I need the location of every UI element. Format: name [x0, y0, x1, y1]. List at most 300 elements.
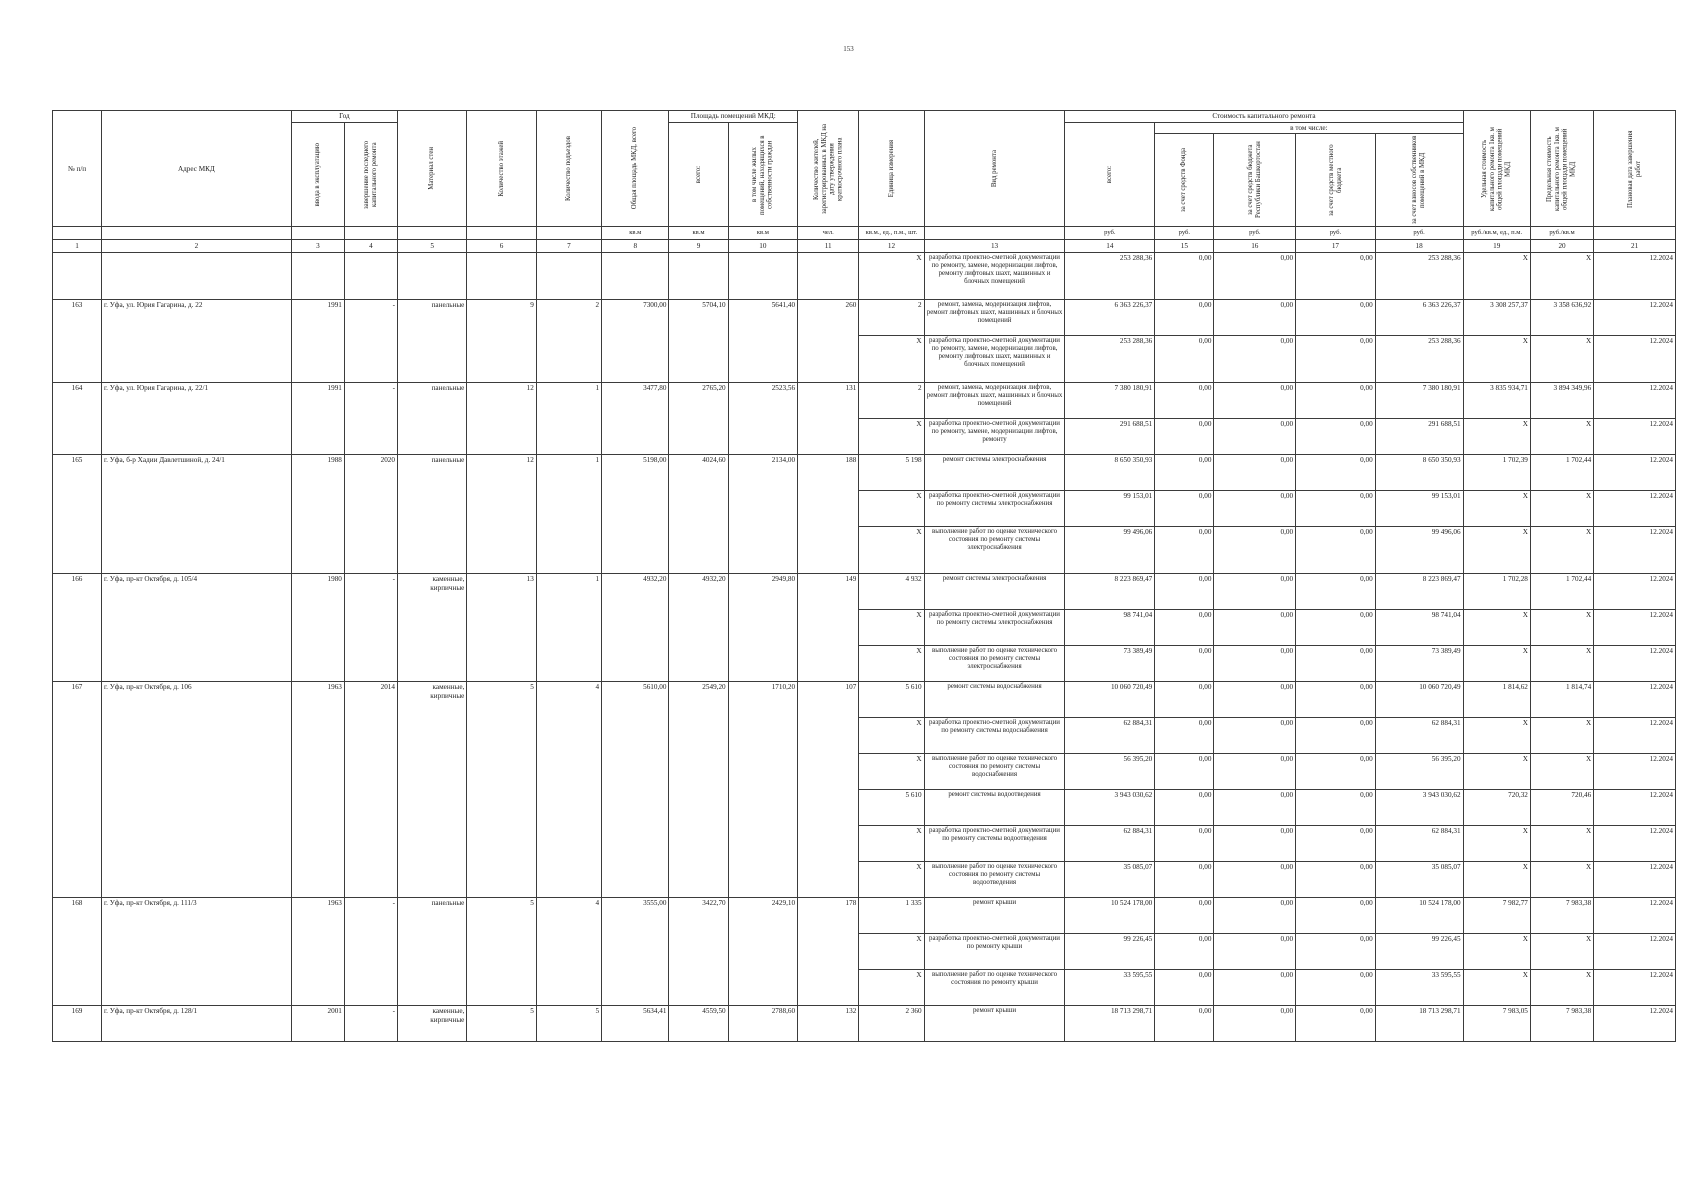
cell-cost-fund: 0,00 — [1155, 790, 1214, 826]
cell-cost-owners: 7 380 180,91 — [1375, 383, 1463, 419]
cell-floors: 12 — [467, 383, 536, 419]
cell-total-area: 5198,00 — [602, 455, 669, 491]
cell-cost-fund: 0,00 — [1155, 898, 1214, 934]
column-number: 14 — [1065, 240, 1155, 253]
cell-entrances: 4 — [536, 682, 601, 718]
cell-year-commission — [291, 336, 344, 383]
column-number: 5 — [397, 240, 466, 253]
cell-cost-owners: 10 060 720,49 — [1375, 682, 1463, 718]
cell-entrances — [536, 646, 601, 682]
cell-row-number — [53, 826, 102, 862]
unit-18: руб. — [1375, 227, 1463, 240]
cell-residents: 132 — [798, 1006, 859, 1042]
cell-limit-cost: 1 702,44 — [1530, 455, 1593, 491]
cell-year-commission — [291, 862, 344, 898]
cell-repair-type: ремонт системы электроснабжения — [924, 574, 1065, 610]
header-cost-total: всего: — [1105, 166, 1113, 184]
cell-limit-cost: Х — [1530, 970, 1593, 1006]
unit-20: руб./кв.м — [1530, 227, 1593, 240]
cell-cost-owners: 62 884,31 — [1375, 826, 1463, 862]
header-cost-group: Стоимость капитального ремонта — [1065, 111, 1463, 123]
cell-cost-owners: 8 650 350,93 — [1375, 455, 1463, 491]
cell-cost-owners: 98 741,04 — [1375, 610, 1463, 646]
cell-entrances — [536, 419, 601, 455]
cell-repair-type: разработка проектно-сметной документации по ремонту системы электроснабжения — [924, 491, 1065, 527]
cell-cost-total: 10 060 720,49 — [1065, 682, 1155, 718]
cell-planned-date: 12.2024 — [1594, 718, 1676, 754]
cell-entrances: 1 — [536, 455, 601, 491]
cell-wall-material — [397, 718, 466, 754]
cell-address: г. Уфа, пр-кт Октября, д. 105/4 — [101, 574, 291, 610]
cell-total-area — [602, 253, 669, 300]
cell-residents: 178 — [798, 898, 859, 934]
cell-limit-cost: 7 983,38 — [1530, 1006, 1593, 1042]
cell-unit-cost: Х — [1463, 826, 1530, 862]
cell-floors — [467, 336, 536, 383]
cell-unit-cost: Х — [1463, 336, 1530, 383]
cell-residents — [798, 646, 859, 682]
cell-floors — [467, 754, 536, 790]
cell-cost-local: 0,00 — [1296, 862, 1376, 898]
cell-year-commission: 2001 — [291, 1006, 344, 1042]
cell-planned-date: 12.2024 — [1594, 300, 1676, 336]
cell-cost-owners: 18 713 298,71 — [1375, 1006, 1463, 1042]
column-number: 18 — [1375, 240, 1463, 253]
cell-cost-local: 0,00 — [1296, 300, 1376, 336]
cell-limit-cost: Х — [1530, 718, 1593, 754]
cell-cost-owners: 33 595,55 — [1375, 970, 1463, 1006]
cell-entrances — [536, 253, 601, 300]
table-row — [53, 336, 1676, 383]
cell-year-last-repair — [344, 970, 397, 1006]
cell-cost-total: 62 884,31 — [1065, 718, 1155, 754]
cell-cost-owners: 99 153,01 — [1375, 491, 1463, 527]
cell-repair-type: выполнение работ по оценке технического состояния по ремонту крыши — [924, 970, 1065, 1006]
cell-repair-type: ремонт, замена, модернизация лифтов, ремонт лифтовых шахт, машинных и блочных помещений — [924, 383, 1065, 419]
table-row — [53, 970, 1676, 1006]
cell-row-number — [53, 862, 102, 898]
cell-cost-local: 0,00 — [1296, 934, 1376, 970]
cell-wall-material — [397, 862, 466, 898]
cell-unit-value: Х — [859, 826, 924, 862]
cell-wall-material — [397, 754, 466, 790]
cell-entrances — [536, 610, 601, 646]
cell-unit-cost: Х — [1463, 527, 1530, 574]
cell-cost-republic: 0,00 — [1214, 527, 1296, 574]
cell-address — [101, 718, 291, 754]
cell-repair-type: разработка проектно-сметной документации по ремонту системы водоотведения — [924, 826, 1065, 862]
cell-cost-owners: 73 389,49 — [1375, 646, 1463, 682]
column-number: 2 — [101, 240, 291, 253]
cell-unit-value: Х — [859, 491, 924, 527]
cell-total-area — [602, 826, 669, 862]
column-number: 3 — [291, 240, 344, 253]
cell-unit-cost: 7 983,05 — [1463, 1006, 1530, 1042]
cell-repair-type: разработка проектно-сметной документации по ремонту, замене, модернизации лифтов, ремонту лифтовых шахт, машинных и блочных помещений — [924, 336, 1065, 383]
header-year-commission: ввода в эксплуатацию — [313, 142, 321, 207]
cell-cost-total: 99 226,45 — [1065, 934, 1155, 970]
table-row — [53, 934, 1676, 970]
cell-wall-material — [397, 491, 466, 527]
cell-cost-total: 7 380 180,91 — [1065, 383, 1155, 419]
cell-year-commission — [291, 419, 344, 455]
cell-year-last-repair — [344, 934, 397, 970]
cell-total-area: 3555,00 — [602, 898, 669, 934]
cell-area-residential — [728, 253, 797, 300]
cell-unit-value: Х — [859, 610, 924, 646]
table-row — [53, 754, 1676, 790]
cell-cost-republic: 0,00 — [1214, 970, 1296, 1006]
cell-year-last-repair — [344, 253, 397, 300]
cell-year-last-repair: - — [344, 898, 397, 934]
cell-cost-fund: 0,00 — [1155, 610, 1214, 646]
cell-cost-republic: 0,00 — [1214, 862, 1296, 898]
cell-year-last-repair — [344, 754, 397, 790]
cell-wall-material: панельные — [397, 300, 466, 336]
cell-cost-local: 0,00 — [1296, 419, 1376, 455]
header-residents: Количество жителей, зарегистрированных в МКД на дату утверждения краткосрочного плана — [812, 123, 843, 214]
cell-planned-date: 12.2024 — [1594, 336, 1676, 383]
cell-residents — [798, 970, 859, 1006]
unit-17: руб. — [1296, 227, 1376, 240]
cell-cost-local: 0,00 — [1296, 383, 1376, 419]
cell-area-total — [669, 970, 728, 1006]
cell-row-number: 166 — [53, 574, 102, 610]
column-numbers-row — [53, 240, 1676, 253]
table-row — [53, 1006, 1676, 1042]
cell-cost-total: 62 884,31 — [1065, 826, 1155, 862]
header-unit: Единица измерения — [887, 140, 895, 198]
cell-residents: 131 — [798, 383, 859, 419]
cell-area-residential: 2429,10 — [728, 898, 797, 934]
cell-floors: 5 — [467, 898, 536, 934]
cell-repair-type: ремонт системы водоснабжения — [924, 682, 1065, 718]
cell-floors — [467, 610, 536, 646]
cell-entrances: 4 — [536, 898, 601, 934]
cell-row-number — [53, 718, 102, 754]
cell-total-area — [602, 934, 669, 970]
cell-year-last-repair — [344, 718, 397, 754]
cell-unit-cost: 1 814,62 — [1463, 682, 1530, 718]
cell-floors: 9 — [467, 300, 536, 336]
cell-residents — [798, 790, 859, 826]
column-number: 10 — [728, 240, 797, 253]
table-row — [53, 527, 1676, 574]
cell-repair-type: ремонт, замена, модернизация лифтов, ремонт лифтовых шахт, машинных и блочных помещений — [924, 300, 1065, 336]
cell-area-residential — [728, 419, 797, 455]
cell-cost-total: 10 524 178,00 — [1065, 898, 1155, 934]
cell-cost-local: 0,00 — [1296, 1006, 1376, 1042]
cell-cost-republic: 0,00 — [1214, 253, 1296, 300]
cell-cost-republic: 0,00 — [1214, 336, 1296, 383]
cell-row-number — [53, 790, 102, 826]
cell-unit-cost: Х — [1463, 610, 1530, 646]
cell-cost-local: 0,00 — [1296, 970, 1376, 1006]
cell-address — [101, 646, 291, 682]
cell-unit-cost: 1 702,28 — [1463, 574, 1530, 610]
header-planned-date: Плановая дата завершения работ — [1626, 129, 1642, 208]
table-row — [53, 898, 1676, 934]
cell-planned-date: 12.2024 — [1594, 610, 1676, 646]
cell-residents: 107 — [798, 682, 859, 718]
header-area-residential: в том числе жилых помещений, находящихся в собственности граждан — [751, 134, 774, 215]
cell-repair-type: разработка проектно-сметной документации по ремонту, замене, модернизации лифтов, ремонту — [924, 419, 1065, 455]
cell-address — [101, 970, 291, 1006]
cell-cost-total: 99 153,01 — [1065, 491, 1155, 527]
header-cost-local: за счет средств местного бюджета — [1327, 144, 1343, 217]
cell-cost-local: 0,00 — [1296, 754, 1376, 790]
cell-year-last-repair — [344, 419, 397, 455]
unit-16: руб. — [1214, 227, 1296, 240]
cell-limit-cost: 1 814,74 — [1530, 682, 1593, 718]
cell-unit-cost: 720,32 — [1463, 790, 1530, 826]
table-row — [53, 455, 1676, 491]
cell-floors — [467, 934, 536, 970]
cell-planned-date: 12.2024 — [1594, 754, 1676, 790]
cell-year-commission — [291, 253, 344, 300]
cell-cost-fund: 0,00 — [1155, 419, 1214, 455]
cell-year-commission — [291, 754, 344, 790]
cell-year-last-repair: - — [344, 300, 397, 336]
cell-unit-value: 2 — [859, 300, 924, 336]
cell-area-total — [669, 754, 728, 790]
repair-plan-table — [52, 110, 1676, 1042]
column-number: 15 — [1155, 240, 1214, 253]
cell-row-number — [53, 336, 102, 383]
cell-cost-republic: 0,00 — [1214, 300, 1296, 336]
cell-unit-cost: 7 982,77 — [1463, 898, 1530, 934]
table-row — [53, 862, 1676, 898]
cell-row-number — [53, 934, 102, 970]
cell-address: г. Уфа, пр-кт Октября, д. 128/1 — [101, 1006, 291, 1042]
cell-entrances — [536, 718, 601, 754]
column-number: 4 — [344, 240, 397, 253]
cell-total-area: 5634,41 — [602, 1006, 669, 1042]
cell-cost-total: 99 496,06 — [1065, 527, 1155, 574]
cell-limit-cost: Х — [1530, 610, 1593, 646]
cell-cost-republic: 0,00 — [1214, 419, 1296, 455]
cell-area-residential — [728, 934, 797, 970]
cell-cost-owners: 99 226,45 — [1375, 934, 1463, 970]
cell-planned-date: 12.2024 — [1594, 574, 1676, 610]
cell-repair-type: ремонт системы электроснабжения — [924, 455, 1065, 491]
unit-10: кв.м — [728, 227, 797, 240]
column-number: 1 — [53, 240, 102, 253]
cell-repair-type: ремонт системы водоотведения — [924, 790, 1065, 826]
cell-total-area — [602, 790, 669, 826]
cell-year-commission — [291, 646, 344, 682]
cell-cost-local: 0,00 — [1296, 718, 1376, 754]
cell-area-total — [669, 253, 728, 300]
cell-floors: 13 — [467, 574, 536, 610]
cell-residents — [798, 610, 859, 646]
cell-unit-value: Х — [859, 718, 924, 754]
cell-cost-total: 253 288,36 — [1065, 336, 1155, 383]
cell-cost-republic: 0,00 — [1214, 682, 1296, 718]
header-cost-including: в том числе: — [1155, 123, 1463, 134]
column-number: 9 — [669, 240, 728, 253]
cell-cost-owners: 3 943 030,62 — [1375, 790, 1463, 826]
cell-total-area — [602, 970, 669, 1006]
cell-row-number: 169 — [53, 1006, 102, 1042]
cell-residents — [798, 491, 859, 527]
table-row — [53, 646, 1676, 682]
cell-area-total — [669, 718, 728, 754]
cell-cost-fund: 0,00 — [1155, 934, 1214, 970]
cell-repair-type: выполнение работ по оценке технического состояния по ремонту системы водоотведения — [924, 862, 1065, 898]
cell-planned-date: 12.2024 — [1594, 790, 1676, 826]
cell-cost-local: 0,00 — [1296, 790, 1376, 826]
table-row — [53, 610, 1676, 646]
cell-area-total — [669, 646, 728, 682]
cell-floors — [467, 646, 536, 682]
cell-cost-republic: 0,00 — [1214, 455, 1296, 491]
cell-cost-fund: 0,00 — [1155, 646, 1214, 682]
cell-entrances — [536, 934, 601, 970]
cell-cost-fund: 0,00 — [1155, 455, 1214, 491]
cell-entrances — [536, 970, 601, 1006]
cell-cost-fund: 0,00 — [1155, 682, 1214, 718]
cell-limit-cost: Х — [1530, 826, 1593, 862]
cell-total-area — [602, 718, 669, 754]
cell-floors — [467, 862, 536, 898]
cell-planned-date: 12.2024 — [1594, 898, 1676, 934]
cell-wall-material — [397, 826, 466, 862]
cell-address — [101, 934, 291, 970]
cell-planned-date: 12.2024 — [1594, 862, 1676, 898]
cell-year-last-repair — [344, 336, 397, 383]
cell-area-total: 2765,20 — [669, 383, 728, 419]
cell-cost-owners: 291 688,51 — [1375, 419, 1463, 455]
cell-residents: 149 — [798, 574, 859, 610]
cell-unit-cost: Х — [1463, 970, 1530, 1006]
cell-total-area: 4932,20 — [602, 574, 669, 610]
table-row — [53, 383, 1676, 419]
cell-cost-fund: 0,00 — [1155, 300, 1214, 336]
cell-address — [101, 610, 291, 646]
cell-cost-fund: 0,00 — [1155, 826, 1214, 862]
cell-limit-cost: 720,46 — [1530, 790, 1593, 826]
cell-cost-owners: 253 288,36 — [1375, 253, 1463, 300]
cell-area-total: 4024,60 — [669, 455, 728, 491]
cell-cost-fund: 0,00 — [1155, 862, 1214, 898]
cell-unit-value: Х — [859, 336, 924, 383]
cell-area-total — [669, 419, 728, 455]
cell-repair-type: выполнение работ по оценке технического состояния по ремонту системы электроснабжения — [924, 527, 1065, 574]
cell-cost-owners: 35 085,07 — [1375, 862, 1463, 898]
cell-year-commission: 1988 — [291, 455, 344, 491]
cell-row-number: 165 — [53, 455, 102, 491]
cell-unit-value: 5 610 — [859, 790, 924, 826]
cell-address: г. Уфа, ул. Юрия Гагарина, д. 22 — [101, 300, 291, 336]
cell-limit-cost: Х — [1530, 527, 1593, 574]
cell-cost-owners: 253 288,36 — [1375, 336, 1463, 383]
table-row — [53, 300, 1676, 336]
cell-unit-value: 4 932 — [859, 574, 924, 610]
cell-year-last-repair — [344, 646, 397, 682]
header-total-area: Общая площадь МКД, всего — [631, 127, 639, 210]
cell-row-number — [53, 610, 102, 646]
cell-area-residential — [728, 754, 797, 790]
cell-address: г. Уфа, ул. Юрия Гагарина, д. 22/1 — [101, 383, 291, 419]
cell-planned-date: 12.2024 — [1594, 527, 1676, 574]
cell-row-number: 163 — [53, 300, 102, 336]
cell-address — [101, 491, 291, 527]
unit-8: кв.м — [602, 227, 669, 240]
cell-cost-republic: 0,00 — [1214, 898, 1296, 934]
cell-address — [101, 754, 291, 790]
table-row — [53, 790, 1676, 826]
cell-cost-total: 33 595,55 — [1065, 970, 1155, 1006]
cell-address — [101, 527, 291, 574]
cell-cost-owners: 6 363 226,37 — [1375, 300, 1463, 336]
unit-15: руб. — [1155, 227, 1214, 240]
cell-cost-republic: 0,00 — [1214, 574, 1296, 610]
cell-limit-cost: Х — [1530, 491, 1593, 527]
header-area-total: всего: — [694, 166, 702, 184]
cell-repair-type: разработка проектно-сметной документации по ремонту системы электроснабжения — [924, 610, 1065, 646]
table-row — [53, 574, 1676, 610]
header-entrances: Количество подъездов — [565, 136, 573, 202]
cell-unit-value: Х — [859, 527, 924, 574]
cell-cost-fund: 0,00 — [1155, 253, 1214, 300]
header-year-group: Год — [291, 111, 397, 123]
cell-year-last-repair: - — [344, 1006, 397, 1042]
cell-cost-local: 0,00 — [1296, 527, 1376, 574]
cell-area-total: 4932,20 — [669, 574, 728, 610]
cell-planned-date: 12.2024 — [1594, 826, 1676, 862]
cell-year-last-repair — [344, 826, 397, 862]
cell-wall-material — [397, 253, 466, 300]
cell-row-number — [53, 754, 102, 790]
cell-area-total: 5704,10 — [669, 300, 728, 336]
cell-planned-date: 12.2024 — [1594, 419, 1676, 455]
cell-residents — [798, 718, 859, 754]
cell-floors — [467, 970, 536, 1006]
cell-cost-total: 6 363 226,37 — [1065, 300, 1155, 336]
cell-residents — [798, 336, 859, 383]
header-floors: Количество этажей — [497, 140, 505, 197]
cell-row-number — [53, 491, 102, 527]
cell-entrances — [536, 790, 601, 826]
cell-cost-total: 291 688,51 — [1065, 419, 1155, 455]
cell-unit-value: 5 198 — [859, 455, 924, 491]
column-number: 13 — [924, 240, 1065, 253]
cell-planned-date: 12.2024 — [1594, 682, 1676, 718]
cell-area-total: 2549,20 — [669, 682, 728, 718]
cell-wall-material — [397, 336, 466, 383]
cell-address — [101, 419, 291, 455]
column-number: 12 — [859, 240, 924, 253]
cell-cost-total: 8 223 869,47 — [1065, 574, 1155, 610]
cell-area-residential — [728, 970, 797, 1006]
cell-cost-fund: 0,00 — [1155, 336, 1214, 383]
cell-wall-material: каменные, кирпичные — [397, 1006, 466, 1042]
cell-cost-republic: 0,00 — [1214, 754, 1296, 790]
cell-floors — [467, 826, 536, 862]
cell-total-area: 5610,00 — [602, 682, 669, 718]
cell-entrances — [536, 754, 601, 790]
cell-unit-value: Х — [859, 934, 924, 970]
cell-cost-fund: 0,00 — [1155, 1006, 1214, 1042]
cell-limit-cost: Х — [1530, 336, 1593, 383]
cell-total-area — [602, 527, 669, 574]
cell-area-total: 4559,50 — [669, 1006, 728, 1042]
cell-planned-date: 12.2024 — [1594, 646, 1676, 682]
cell-area-residential — [728, 491, 797, 527]
cell-entrances: 1 — [536, 574, 601, 610]
cell-residents — [798, 754, 859, 790]
